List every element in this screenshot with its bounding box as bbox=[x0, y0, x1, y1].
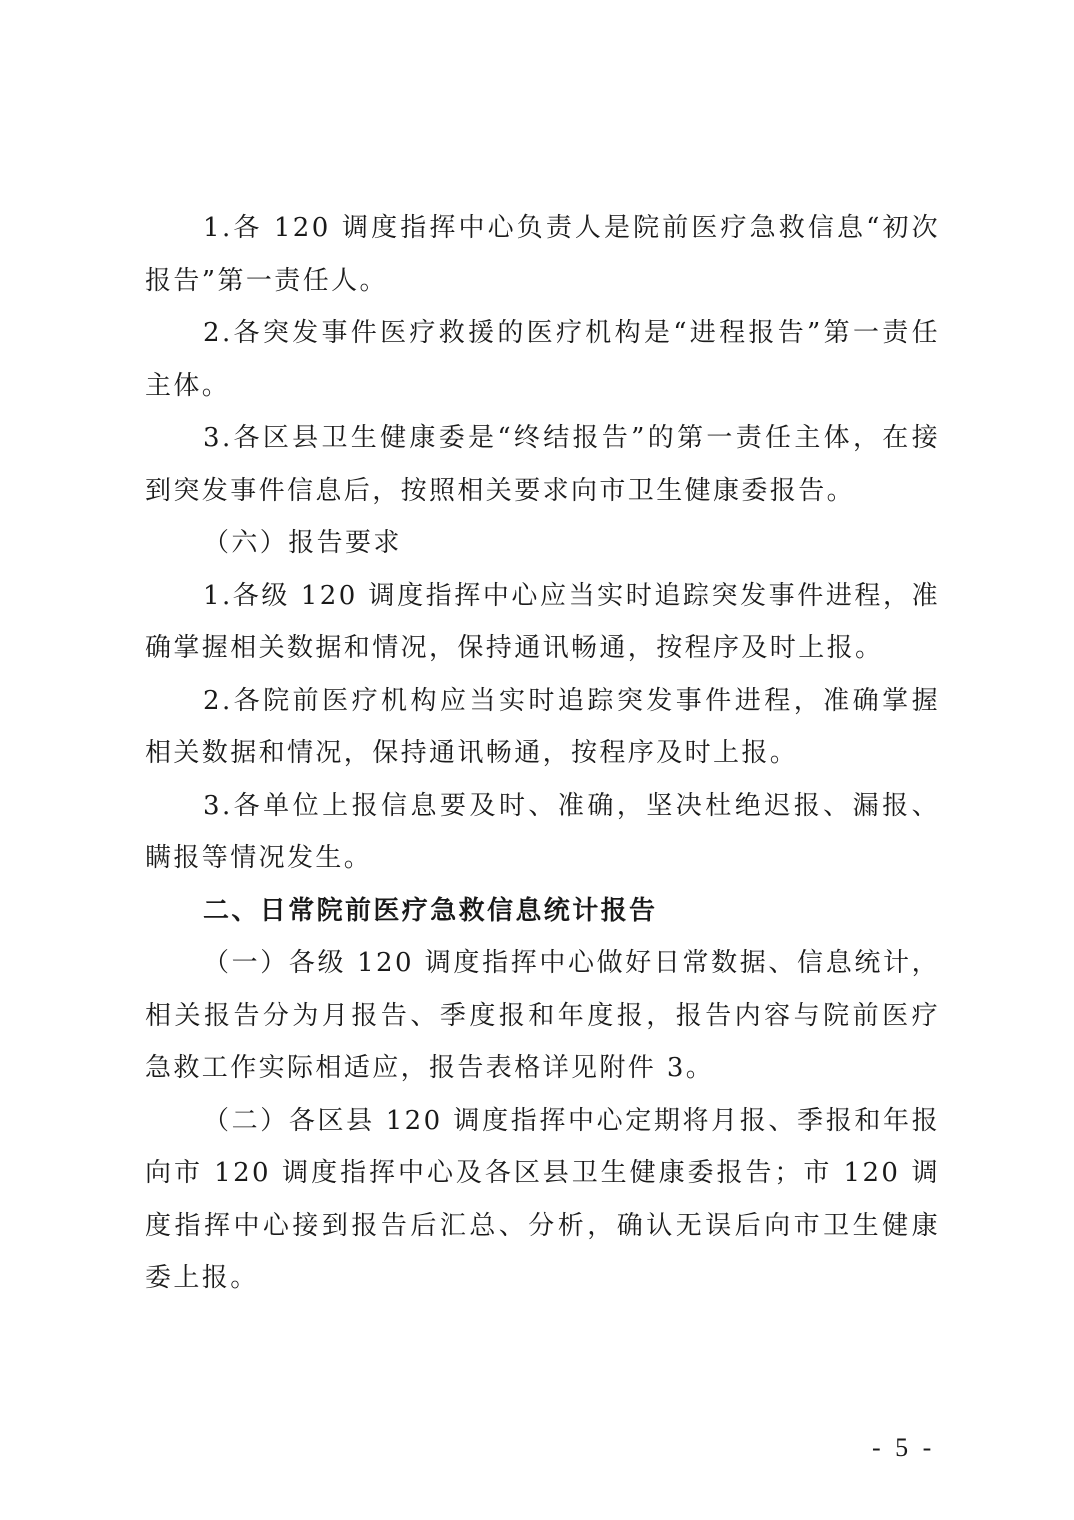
paragraph-progress-report-responsibility: 2.各突发事件医疗救援的医疗机构是“进程报告”第一责任主体。 bbox=[145, 318, 940, 401]
paragraph-statistics-reports: （一）各级 120 调度指挥中心做好日常数据、信息统计，相关报告分为月报告、季度报和年度报，报告内容与院前医疗急救工作实际相适应，报告表格详见附件 3。 bbox=[145, 948, 940, 1083]
paragraph-periodic-reporting: （二）各区县 120 调度指挥中心定期将月报、季报和年报向市 120 调度指挥中心及各区县卫生健康委报告；市 120 调度指挥中心接到报告后汇总、分析，确认无误后向市卫生健康委上报。 bbox=[145, 1105, 940, 1293]
paragraph-final-report-responsibility: 3.各区县卫生健康委是“终结报告”的第一责任主体，在接到突发事件信息后，按照相关要求向市卫生健康委报告。 bbox=[145, 423, 940, 506]
paragraph-prehospital-tracking: 2.各院前医疗机构应当实时追踪突发事件进程，准确掌握相关数据和情况，保持通讯畅通，按程序及时上报。 bbox=[145, 685, 940, 768]
section-heading-report-requirements: （六）报告要求 bbox=[203, 528, 402, 558]
document-body bbox=[145, 202, 940, 1305]
paragraph-timely-accurate-reporting: 3.各单位上报信息要及时、准确，坚决杜绝迟报、漏报、瞒报等情况发生。 bbox=[145, 790, 940, 873]
paragraph-initial-report-responsibility: 1.各 120 调度指挥中心负责人是院前医疗急救信息“初次报告”第一责任人。 bbox=[145, 213, 940, 296]
paragraph-dispatch-center-tracking: 1.各级 120 调度指挥中心应当实时追踪突发事件进程，准确掌握相关数据和情况，保持通讯畅通，按程序及时上报。 bbox=[145, 580, 940, 663]
page-number: - 5 - bbox=[872, 1433, 936, 1462]
section-heading-daily-statistics: 二、日常院前医疗急救信息统计报告 bbox=[203, 895, 658, 926]
